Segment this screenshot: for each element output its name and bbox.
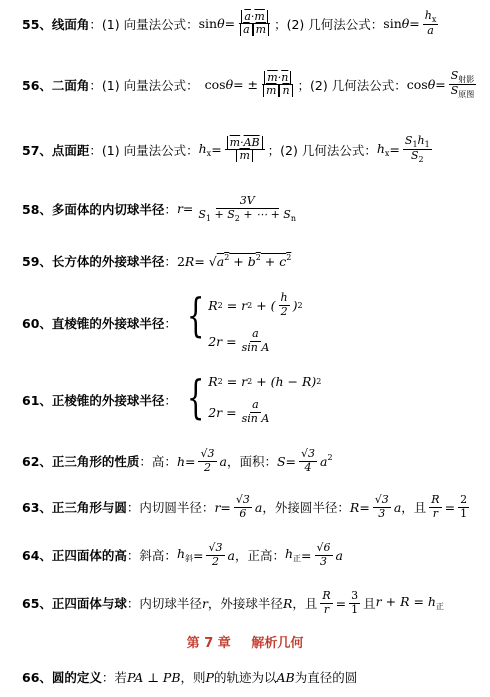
- item-text: ；(2) 几何法公式：: [274, 16, 384, 32]
- item-text: ：(1) 向量法公式：: [89, 16, 199, 32]
- item-number: 63、: [22, 500, 52, 516]
- chapter-title: 解析几何: [251, 636, 304, 651]
- formula-fraction: $\frac{\overline{m}\cdot\overline{n}}{\overline{m} \overline{n}}$: [261, 72, 295, 98]
- item-title: 正棱锥的外接球半径: [51, 392, 165, 408]
- formula-item-59: 59、 长方体的外接球半径 ： 2 R = √ $a^2 + b^2 + c^2$: [22, 253, 292, 269]
- item-text: 且: [363, 596, 376, 612]
- item-number: 57、: [22, 142, 52, 158]
- item-title: 正三角形的性质: [51, 454, 140, 470]
- item-title: 圆的定义: [51, 670, 102, 685]
- item-number: 66、: [22, 670, 52, 685]
- item-text: 为直径的圆: [294, 670, 358, 685]
- item-title: 直棱锥的外接球半径: [51, 316, 165, 332]
- item-text: ：(1) 向量法公式：: [89, 142, 199, 158]
- formula-fraction: $\frac{S_1h_1}{S_2}$: [404, 134, 430, 165]
- formula-fraction: $\frac{S_{射影}}{S_{原图}}$: [450, 69, 475, 100]
- item-title: 正四面体的高: [51, 548, 127, 564]
- item-text: ，正高：: [234, 548, 285, 564]
- item-text: ，则: [180, 670, 206, 685]
- formula-fraction: $\frac{h_x}{a}$: [424, 9, 437, 38]
- formula-item-66: 66、 圆的定义 ：若 PA ⊥ PB ，则 P 的轨迹为以 AB 为直径的圆: [22, 669, 358, 685]
- formula-item-60: [22, 288, 482, 355]
- item-text: ：若: [101, 670, 127, 685]
- formula-fraction: $\frac{√6}{3}$: [316, 541, 331, 568]
- formula-fraction: $\frac{\overline{a}\cdot\overline{m}}{\overline{a} \overline{m}}$: [238, 11, 271, 37]
- formula-item-55: 55、 线面角 ：(1) 向量法公式： sin θ = $\frac{\overline{a}\cdot\overline{m}}{\overline{a} \overline{m}}$ ；(2) 几何法公式： sin θ = $\frac{h_x}{a}$: [22, 9, 437, 38]
- item-text: ，且: [292, 596, 318, 612]
- formula-fraction: $\frac{3V}{S_1 + S_2 + \cdots + S_n}$: [198, 194, 297, 223]
- formula-fraction: $\frac{\overline{m}\cdot\overline{AB}}{m}$: [225, 137, 265, 163]
- item-title: 线面角: [51, 16, 90, 32]
- chapter-label: 第 7 章: [186, 636, 231, 651]
- chapter-heading: [0, 632, 490, 651]
- formula-fraction: $\frac{√3}{2}$: [200, 447, 215, 474]
- formula-item-64: 64、 正四面体的高 ：斜高： $h_斜$ = $\frac{√3}{2}$ a ，正高： $h_正$ = $\frac{√6}{3}$ a: [22, 541, 343, 568]
- item-text: ；(2) 几何法公式：: [297, 77, 407, 93]
- item-number: 61、: [22, 392, 52, 408]
- item-text: ：高：: [139, 454, 177, 470]
- item-text: ：: [164, 254, 177, 269]
- formula-fraction: $\frac{2}{1}$: [460, 493, 468, 520]
- item-title: 正四面体与球: [51, 596, 127, 612]
- formula-fraction: $\frac{√3}{3}$: [374, 493, 389, 520]
- formula-item-62: 62、 正三角形的性质 ：高： h = $\frac{√3}{2}$ a ，面积： S = $\frac{√3}{4}$ $a^2$: [22, 447, 333, 474]
- item-text: ：: [164, 316, 177, 332]
- item-number: 62、: [22, 454, 52, 470]
- item-text: ：: [164, 201, 177, 217]
- item-number: 64、: [22, 548, 52, 564]
- item-title: 二面角: [51, 77, 90, 93]
- equation-system: { R 2 = r 2 + (h − R) 2 2r = $\frac{a}{\text{sin A}}$: [186, 370, 322, 425]
- item-text: ：: [164, 392, 177, 408]
- formula-item-65: 65、 正四面体与球 ：内切球半径 r ，外接球半径 R ，且 $\frac{R}{r}$ = $\frac{3}{1}$ 且 $r + R = h_正$: [22, 589, 444, 616]
- item-text: 的轨迹为以: [213, 670, 277, 685]
- item-number: 59、: [22, 254, 52, 269]
- formula-fraction: $\frac{R}{r}$: [431, 493, 440, 520]
- formula-fraction: $\frac{√3}{2}$: [208, 541, 223, 568]
- item-text: ；(2) 几何法公式：: [267, 142, 377, 158]
- item-text: ：内切球半径: [126, 596, 202, 612]
- item-number: 55、: [22, 16, 52, 32]
- item-number: 65、: [22, 596, 52, 612]
- formula-fraction: $\frac{3}{1}$: [351, 589, 359, 616]
- formula-item-61: [22, 370, 482, 425]
- item-text: ，外接球半径: [207, 596, 283, 612]
- equation-system: { R 2 = r 2 + ( $\frac{h}{2}$ ) 2 2r = $\frac{a}{\text{sin A}}$: [186, 288, 303, 354]
- formula-fraction: $\frac{R}{r}$: [322, 589, 331, 616]
- item-text: ，外接圆半径：: [262, 500, 350, 516]
- item-number: 56、: [22, 77, 52, 93]
- item-number: 58、: [22, 201, 52, 217]
- formula-fraction: $\frac{√3}{6}$: [235, 493, 250, 520]
- item-text: ：内切圆半径：: [126, 500, 215, 516]
- item-number: 60、: [22, 316, 52, 332]
- item-title: 多面体的内切球半径: [51, 201, 165, 217]
- formula-item-56: 56、 二面角 ：(1) 向量法公式： cos θ = ± $\frac{\overline{m}\cdot\overline{n}}{\overline{m} \overline{n}}$ ；(2) 几何法公式： cos θ = $\frac{S_{射影}}{S_{原图}}$: [22, 69, 475, 100]
- formula: sin: [198, 16, 218, 32]
- item-text: ，面积：: [226, 454, 277, 470]
- formula-fraction: $\frac{√3}{4}$: [301, 447, 316, 474]
- formula-item-57: 57、 点面距 ：(1) 向量法公式： $h_x$ = $\frac{\overline{m}\cdot\overline{AB}}{m}$ ；(2) 几何法公式： $h_x$ = $\frac{S_1h_1}{S_2}$: [22, 134, 430, 165]
- item-text: ：(1) 向量法公式：: [89, 77, 199, 93]
- item-text: ：斜高：: [126, 548, 177, 564]
- item-title: 点面距: [51, 142, 90, 158]
- formula-item-58: 58、 多面体的内切球半径 ： r = $\frac{3V}{S_1 + S_2 + \cdots + S_n}$: [22, 194, 297, 223]
- item-text: ，且: [401, 500, 427, 516]
- formula-item-63: 63、 正三角形与圆 ：内切圆半径： r = $\frac{√3}{6}$ a ，外接圆半径： R = $\frac{√3}{3}$ a ，且 $\frac{R}{r}$ = $\frac{2}{1}$: [22, 493, 468, 520]
- item-title: 长方体的外接球半径: [51, 254, 165, 269]
- item-title: 正三角形与圆: [51, 500, 127, 516]
